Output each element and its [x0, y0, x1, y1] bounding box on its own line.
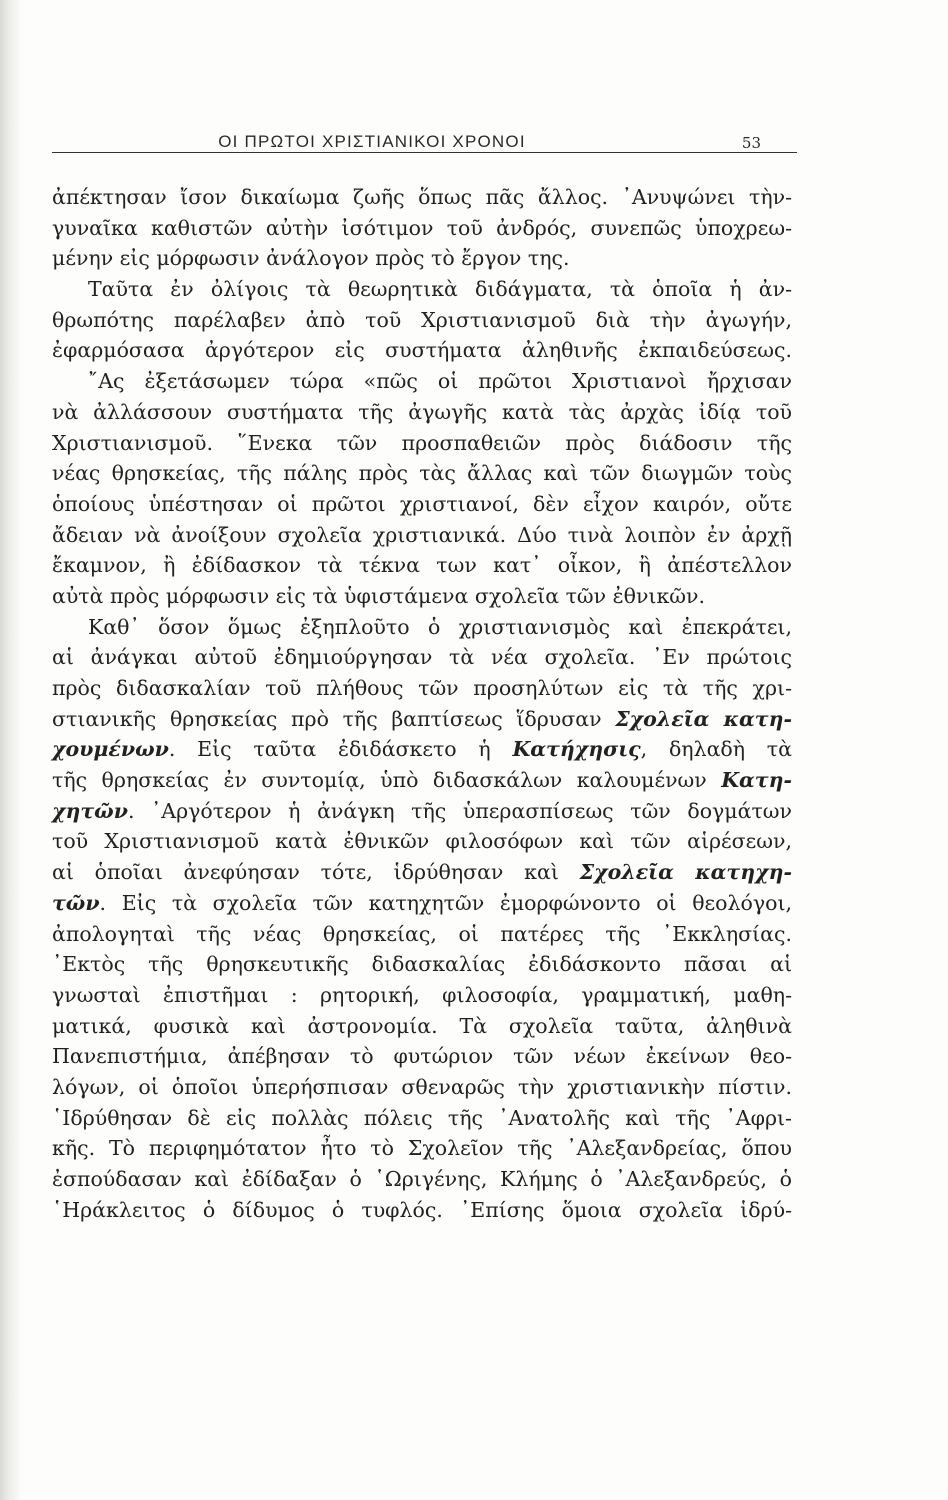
text-line [52, 704, 792, 735]
text-line [52, 335, 792, 366]
emphasized-term: χητῶν [52, 798, 128, 823]
text-segment: πρὸς διδασκαλίαν τοῦ πλήθους τῶν προσηλύτων εἰς τὰ τῆς χρι- [52, 676, 792, 700]
text-line [52, 581, 792, 612]
text-segment: στιανικῆς θρησκείας πρὸ τῆς βαπτίσεως ἵδρυσαν [52, 706, 616, 731]
text-segment: λόγων, οἱ ὁποῖοι ὑπερήσπισαν σθεναρῶς τὴν χριστιανικὴν πίστιν. [52, 1074, 792, 1099]
text-segment: νὰ ἀλλάσσουν συστήματα τῆς ἀγωγῆς κατὰ τὰς ἀρχὰς ἰδίᾳ τοῦ [52, 399, 792, 424]
running-head [52, 128, 797, 158]
text-segment: αὐτὰ πρὸς μόρφωσιν εἰς τὰ ὑφιστάμενα σχολεῖα τῶν ἐθνικῶν. [52, 583, 705, 608]
text-segment: ἔκαμνον, ἢ ἐδίδασκον τὰ τέκνα των κατ᾿ οἶκον, ἢ ἀπέστελλον [52, 553, 792, 578]
text-segment: ἀπέκτησαν ἴσον δικαίωμα ζωῆς ὅπως πᾶς ἄλλος. ᾿Ανυψώνει τὴν- [52, 185, 792, 209]
text-segment: ἐφαρμόσασα ἀργότερον εἰς συστήματα ἀληθινῆς ἐκπαιδεύσεως. [52, 338, 792, 363]
text-line [52, 1164, 792, 1195]
text-segment: αἱ ἀνάγκαι αὐτοῦ ἐδημιούργησαν τὰ νέα σχολεῖα. ᾿Εν πρώτοις [52, 645, 792, 670]
text-line [52, 765, 792, 796]
text-line [52, 949, 792, 980]
text-segment: Καθ᾿ ὅσον ὅμως ἐξηπλοῦτο ὁ χριστιανισμὸς καὶ ἐπεκράτει, [88, 614, 792, 639]
text-line [52, 1011, 792, 1042]
text-segment: κῆς. Τὸ περιφημότατον ἦτο τὸ Σχολεῖον τῆς ᾿Αλεξανδρείας, ὅπου [52, 1136, 792, 1161]
text-line [52, 182, 792, 213]
emphasized-term: τῶν [52, 890, 100, 915]
text-segment: τοῦ Χριστιανισμοῦ κατὰ ἐθνικῶν φιλοσόφων καὶ τῶν αἱρέσεων, [52, 829, 792, 854]
text-segment: αἱ ὁποῖαι ἀνεφύησαν τότε, ἱδρύθησαν καὶ [52, 860, 580, 885]
page-edge-shadow [0, 0, 22, 1500]
text-segment: Πανεπιστήμια, ἀπέβησαν τὸ φυτώριον τῶν νέων ἐκείνων θεο- [52, 1044, 792, 1069]
text-line [52, 397, 792, 428]
text-line [52, 520, 792, 551]
emphasized-term: Κατήχησις [512, 737, 641, 762]
text-line [52, 550, 792, 581]
text-line [52, 673, 792, 704]
text-segment: ματικά, φυσικὰ καὶ ἀστρονομία. Τὰ σχολεῖα ταῦτα, ἀληθινὰ [52, 1013, 792, 1038]
text-segment: γυναῖκα καθιστῶν αὐτὴν ἰσότιμον τοῦ ἀνδρός, συνεπῶς ὑποχρεω- [52, 215, 792, 240]
text-segment: ῎Ας ἐξετάσωμεν τώρα «πῶς οἱ πρῶτοι Χριστιανοὶ ἤρχισαν [88, 369, 792, 394]
text-line [52, 213, 792, 244]
text-segment: ὁποίους ὑπέστησαν οἱ πρῶτοι χριστιανοί, δὲν εἶχον καιρόν, οὔτε [52, 491, 792, 516]
text-segment: τῆς θρησκείας ἐν συντομίᾳ, ὑπὸ διδασκάλων καλουμένων [52, 768, 722, 793]
text-segment: . Εἰς τὰ σχολεῖα τῶν κατηχητῶν ἐμορφώνοντο οἱ θεολόγοι, [99, 890, 792, 915]
emphasized-term: χουμένων [52, 737, 169, 762]
text-line [52, 428, 792, 459]
text-segment: ἐσπούδασαν καὶ ἐδίδαξαν ὁ ῾Ωριγένης, Κλήμης ὁ ᾿Αλεξανδρεύς, ὁ [52, 1167, 792, 1191]
text-segment: γνωσταὶ ἐπιστῆμαι : ρητορική, φιλοσοφία, γραμματική, μαθη- [52, 982, 792, 1007]
text-segment: ἀπολογηταὶ τῆς νέας θρησκείας, οἱ πατέρες τῆς ᾿Εκκλησίας. [52, 921, 792, 946]
text-segment: ἄδειαν νὰ ἀνοίξουν σχολεῖα χριστιανικά. Δύο τινὰ λοιπὸν ἐν ἀρχῇ [52, 522, 792, 547]
text-line [52, 458, 792, 489]
text-line [52, 1195, 792, 1226]
text-line [52, 1041, 792, 1072]
text-segment: ᾿Εκτὸς τῆς θρησκευτικῆς διδασκαλίας ἐδιδάσκοντο πᾶσαι αἱ [52, 952, 792, 977]
text-line [52, 305, 792, 336]
text-line [52, 826, 792, 857]
header-rule [52, 152, 797, 153]
text-segment: , δηλαδὴ τὰ [640, 737, 792, 762]
text-segment: Ταῦτα ἐν ὀλίγοις τὰ θεωρητικὰ διδάγματα, τὰ ὁποῖα ἡ ἀν- [88, 277, 792, 302]
text-line [52, 366, 792, 397]
body-text [52, 182, 792, 1225]
text-line [52, 857, 792, 888]
text-line [52, 1072, 792, 1103]
text-line [52, 489, 792, 520]
emphasized-term: Κατη- [721, 768, 792, 793]
text-segment: ῾Ηράκλειτος ὁ δίδυμος ὁ τυφλός. ᾿Επίσης ὅμοια σχολεῖα ἱδρύ- [52, 1197, 792, 1222]
text-line [52, 243, 792, 274]
text-segment: . ᾿Αργότερον ἡ ἀνάγκη τῆς ὑπερασπίσεως τῶν δογμάτων [127, 798, 792, 823]
text-line [52, 1103, 792, 1134]
text-segment: μένην εἰς μόρφωσιν ἀνάλογον πρὸς τὸ ἔργον της. [52, 246, 570, 271]
text-segment: ῾Ιδρύθησαν δὲ εἰς πολλὰς πόλεις τῆς ᾿Ανατολῆς καὶ τῆς ᾿Αφρι- [52, 1105, 792, 1130]
text-line [52, 642, 792, 673]
text-line [52, 796, 792, 827]
text-line [52, 888, 792, 919]
text-segment: . Εἰς ταῦτα ἐδιδάσκετο ἡ [168, 737, 513, 762]
text-segment: νέας θρησκείας, τῆς πάλης πρὸς τὰς ἄλλας καὶ τῶν διωγμῶν τοὺς [52, 461, 792, 486]
text-line [52, 1133, 792, 1164]
page-number: 53 [741, 134, 761, 152]
text-line [52, 612, 792, 643]
text-segment: Χριστιανισμοῦ. ῞Ενεκα τῶν προσπαθειῶν πρὸς διάδοσιν τῆς [52, 430, 792, 455]
text-line [52, 980, 792, 1011]
running-title: ΟΙ ΠΡΩΤΟΙ ΧΡΙΣΤΙΑΝΙΚΟΙ ΧΡΟΝΟΙ [218, 132, 526, 151]
text-segment: θρωπότης παρέλαβεν ἀπὸ τοῦ Χριστιανισμοῦ διὰ τὴν ἀγωγήν, [52, 307, 792, 332]
text-line [52, 919, 792, 950]
emphasized-term: Σχολεῖα κατη- [615, 706, 792, 731]
emphasized-term: Σχολεῖα κατηχη- [579, 860, 792, 885]
text-line [52, 274, 792, 305]
text-line [52, 734, 792, 765]
